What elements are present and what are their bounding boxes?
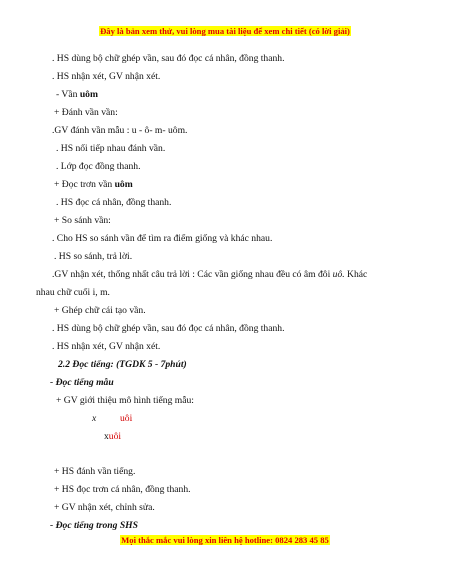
text-line: + GV nhận xét, chỉnh sửa. bbox=[54, 502, 155, 513]
rhyme-uom: uôm bbox=[79, 89, 98, 100]
subsection-heading: - Đọc tiếng trong SHS bbox=[50, 520, 138, 531]
text-line bbox=[56, 89, 98, 101]
text-line: + Đánh vần vần: bbox=[54, 107, 118, 118]
section-heading: 2.2 Đọc tiếng: (TGDK 5 - 7phút) bbox=[58, 359, 187, 370]
rhyme-uom: uôm bbox=[114, 179, 133, 190]
text-line: . Cho HS so sánh vần để tìm ra điểm giống và khác nhau. bbox=[52, 233, 273, 244]
header-banner bbox=[0, 26, 450, 36]
text-line bbox=[52, 269, 367, 281]
header-banner-text: Đây là bản xem thử, vui lòng mua tài liệu để xem chi tiết (có lời giải) bbox=[100, 26, 350, 36]
text-fragment-italic: uô. bbox=[332, 269, 345, 280]
text-line: + GV giới thiệu mô hình tiếng mẫu: bbox=[56, 395, 194, 406]
text-line: + Ghép chữ cái tạo vần. bbox=[54, 305, 146, 316]
text-line: .GV đánh vần mẫu : u - ô- m- uôm. bbox=[52, 125, 188, 136]
text-fragment: .GV nhận xét, thống nhất câu trả lời : Các vần giống nhau đều có âm đôi bbox=[52, 269, 333, 280]
text-fragment: + Đọc trơn vần bbox=[54, 179, 115, 190]
text-line bbox=[54, 179, 133, 191]
text-line: . HS đọc cá nhân, đồng thanh. bbox=[56, 197, 172, 208]
text-line: . Lớp đọc đồng thanh. bbox=[56, 161, 141, 172]
model-consonant: x bbox=[92, 413, 97, 424]
text-fragment: Khác bbox=[344, 269, 368, 280]
footer-banner-text: Mọi thắc mắc vui lòng xin liên hệ hotline: 0824 283 45 85 bbox=[121, 535, 329, 545]
text-fragment: - Vần bbox=[56, 89, 80, 100]
text-line: + HS đọc trơn cá nhân, đồng thanh. bbox=[54, 484, 191, 495]
text-line: nhau chữ cuối i, m. bbox=[36, 287, 110, 298]
model-word-consonant: x bbox=[104, 431, 109, 442]
text-line: . HS nhận xét, GV nhận xét. bbox=[52, 71, 161, 82]
text-line: . HS nối tiếp nhau đánh vần. bbox=[56, 143, 166, 154]
model-word-vowel: uôi bbox=[108, 431, 122, 442]
text-line: . HS dùng bộ chữ ghép vần, sau đó đọc cá nhân, đồng thanh. bbox=[52, 323, 285, 334]
text-line: . HS so sánh, trả lời. bbox=[54, 251, 133, 262]
model-word bbox=[104, 431, 121, 443]
model-vowel: uôi bbox=[120, 413, 133, 424]
footer-banner bbox=[0, 535, 450, 545]
text-line: + HS đánh vần tiếng. bbox=[54, 466, 136, 477]
subsection-heading: - Đọc tiếng mẫu bbox=[50, 377, 114, 388]
text-line: . HS dùng bộ chữ ghép vần, sau đó đọc cá nhân, đồng thanh. bbox=[52, 53, 285, 64]
text-line: . HS nhận xét, GV nhận xét. bbox=[52, 341, 161, 352]
text-line: + So sánh vần: bbox=[54, 215, 111, 226]
